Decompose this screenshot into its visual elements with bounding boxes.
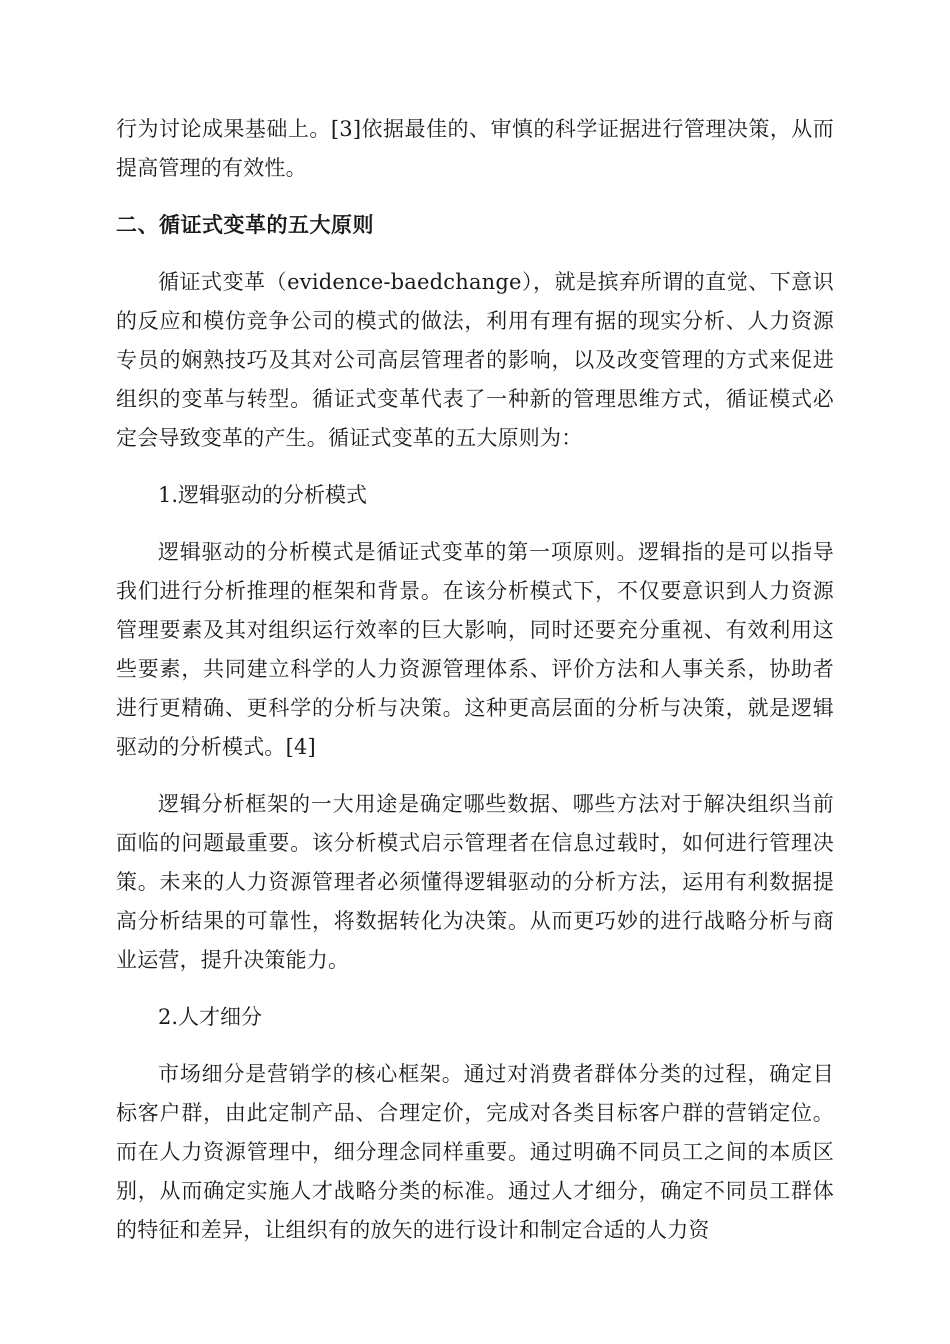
paragraph-logic-driven-2: 逻辑分析框架的一大用途是确定哪些数据、哪些方法对于解决组织当前面临的问题最重要。该分析模式启示管理者在信息过载时，如何进行管理决策。未来的人力资源管理者必须懂得逻辑驱动的分析方法，运用有利数据提高分析结果的可靠性，将数据转化为决策。从而更巧妙的进行战略分析与商业运营，提升决策能力。: [116, 792, 834, 972]
paragraph-logic-driven-1: 逻辑驱动的分析模式是循证式变革的第一项原则。逻辑指的是可以指导我们进行分析推理的框架和背景。在该分析模式下，不仅要意识到人力资源管理要素及其对组织运行效率的巨大影响，同时还要充分重视、有效利用这些要素，共同建立科学的人力资源管理体系、评价方法和人事关系，协助者进行更精确、更科学的分析与决策。这种更高层面的分析与决策，就是逻辑驱动的分析模式。[4]: [116, 540, 834, 759]
paragraph-continued: 行为讨论成果基础上。[3]依据最佳的、审慎的科学证据进行管理决策，从而提高管理的有效性。: [116, 117, 834, 180]
section-heading: 二、循证式变革的五大原则: [116, 213, 374, 237]
subheading-logic-driven: 1.逻辑驱动的分析模式: [158, 483, 368, 507]
paragraph-talent-segmentation: 市场细分是营销学的核心框架。通过对消费者群体分类的过程，确定目标客户群，由此定制产品、合理定价，完成对各类目标客户群的营销定位。而在人力资源管理中，细分理念同样重要。通过明确不同员工之间的本质区别，从而确定实施人才战略分类的标准。通过人才细分，确定不同员工群体的特征和差异，让组织有的放矢的进行设计和制定合适的人力资: [116, 1062, 834, 1242]
subheading-talent-segmentation: 2.人才细分: [158, 1005, 263, 1029]
document-page: [116, 110, 834, 1268]
intro-paragraph: 循证式变革（evidence-baedchange），就是摈弃所谓的直觉、下意识的反应和模仿竞争公司的模式的做法，利用有理有据的现实分析、人力资源专员的娴熟技巧及其对公司高层管理者的影响，以及改变管理的方式来促进组织的变革与转型。循证式变革代表了一种新的管理思维方式，循证模式必定会导致变革的产生。循证式变革的五大原则为：: [116, 270, 834, 450]
